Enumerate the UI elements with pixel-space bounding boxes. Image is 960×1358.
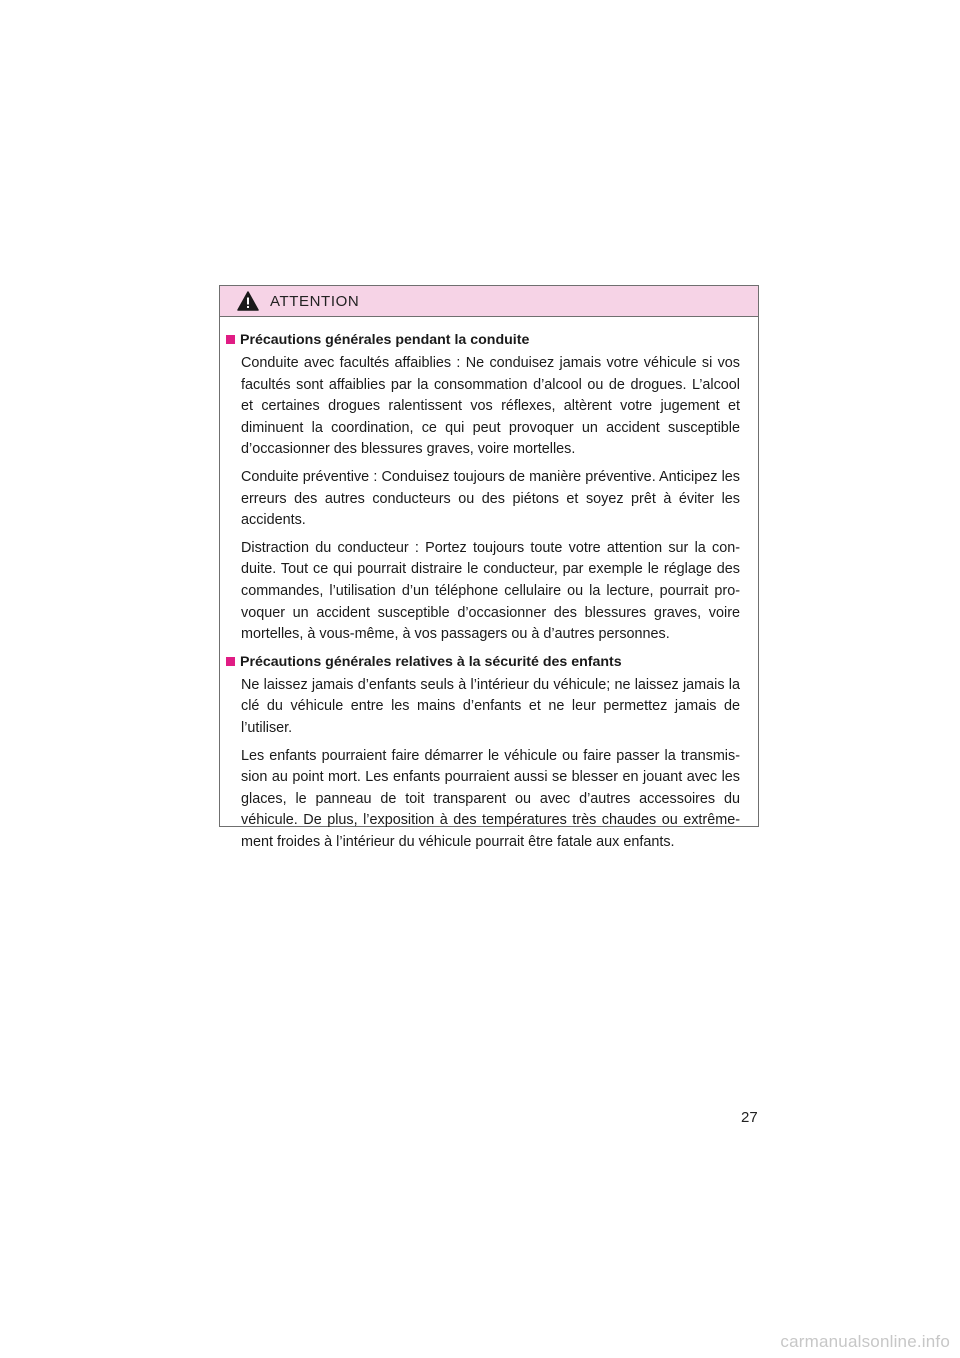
square-bullet-icon [226,335,235,344]
section-heading-text: Précautions générales pendant la conduite [240,332,530,348]
paragraph: Distraction du conducteur : Portez toujours toute votre attention sur la con-duite. Tout ce qui pourrait distraire le conducteur, par exemple le réglage des commandes, l’utilisation d’un téléphone cellulaire ou la lecture, pourrait pro-voquer un accident susceptible d’occasionner des blessures graves, voire mortelles, à vous-même, à vos passagers ou à d’autres personnes. [241,539,740,643]
paragraph: Conduite avec facultés affaiblies : Ne conduisez jamais votre véhicule si vos facultés sont affaiblies par la consommation d’alcool ou de drogues. L’alcool et certaines drogues ralentissent vos réflexes, altèrent votre jugement et diminuent la coordination, ce qui peut provoquer un accident susceptible d’occasionner des blessures graves, voire mortelles. [241,355,740,458]
attention-body [220,317,758,853]
square-bullet-icon [226,657,235,666]
attention-box [219,285,759,850]
section-heading-text: Précautions générales relatives à la sécurité des enfants [240,653,622,670]
section-heading [226,330,740,350]
warning-triangle-icon [237,291,259,311]
attention-title: ATTENTION [270,292,360,310]
page-number: 27 [741,1109,758,1126]
watermark-link[interactable]: carmanualsonline.info [780,1332,950,1351]
paragraph: Ne laissez jamais d’enfants seuls à l’intérieur du véhicule; ne laissez jamais la clé du véhicule entre les mains d’enfants et ne leur permettez jamais de l’utiliser. [241,676,740,736]
section-heading [226,652,740,672]
paragraph: Conduite préventive : Conduisez toujours de manière préventive. Anticipez les erreurs des autres conducteurs ou des piétons et soyez prêt à éviter les accidents. [241,468,740,529]
attention-header [220,286,758,317]
paragraph: Les enfants pourraient faire démarrer le véhicule ou faire passer la transmis-sion au point mort. Les enfants pourraient aussi se blesser en jouant avec les glaces, le panneau de toit transparent ou avec d’autres accessoires du véhicule. De plus, l’exposition à des températures très chaudes ou extrême-ment froides à l’intérieur du véhicule pourrait être fatale aux enfants. [241,747,740,850]
